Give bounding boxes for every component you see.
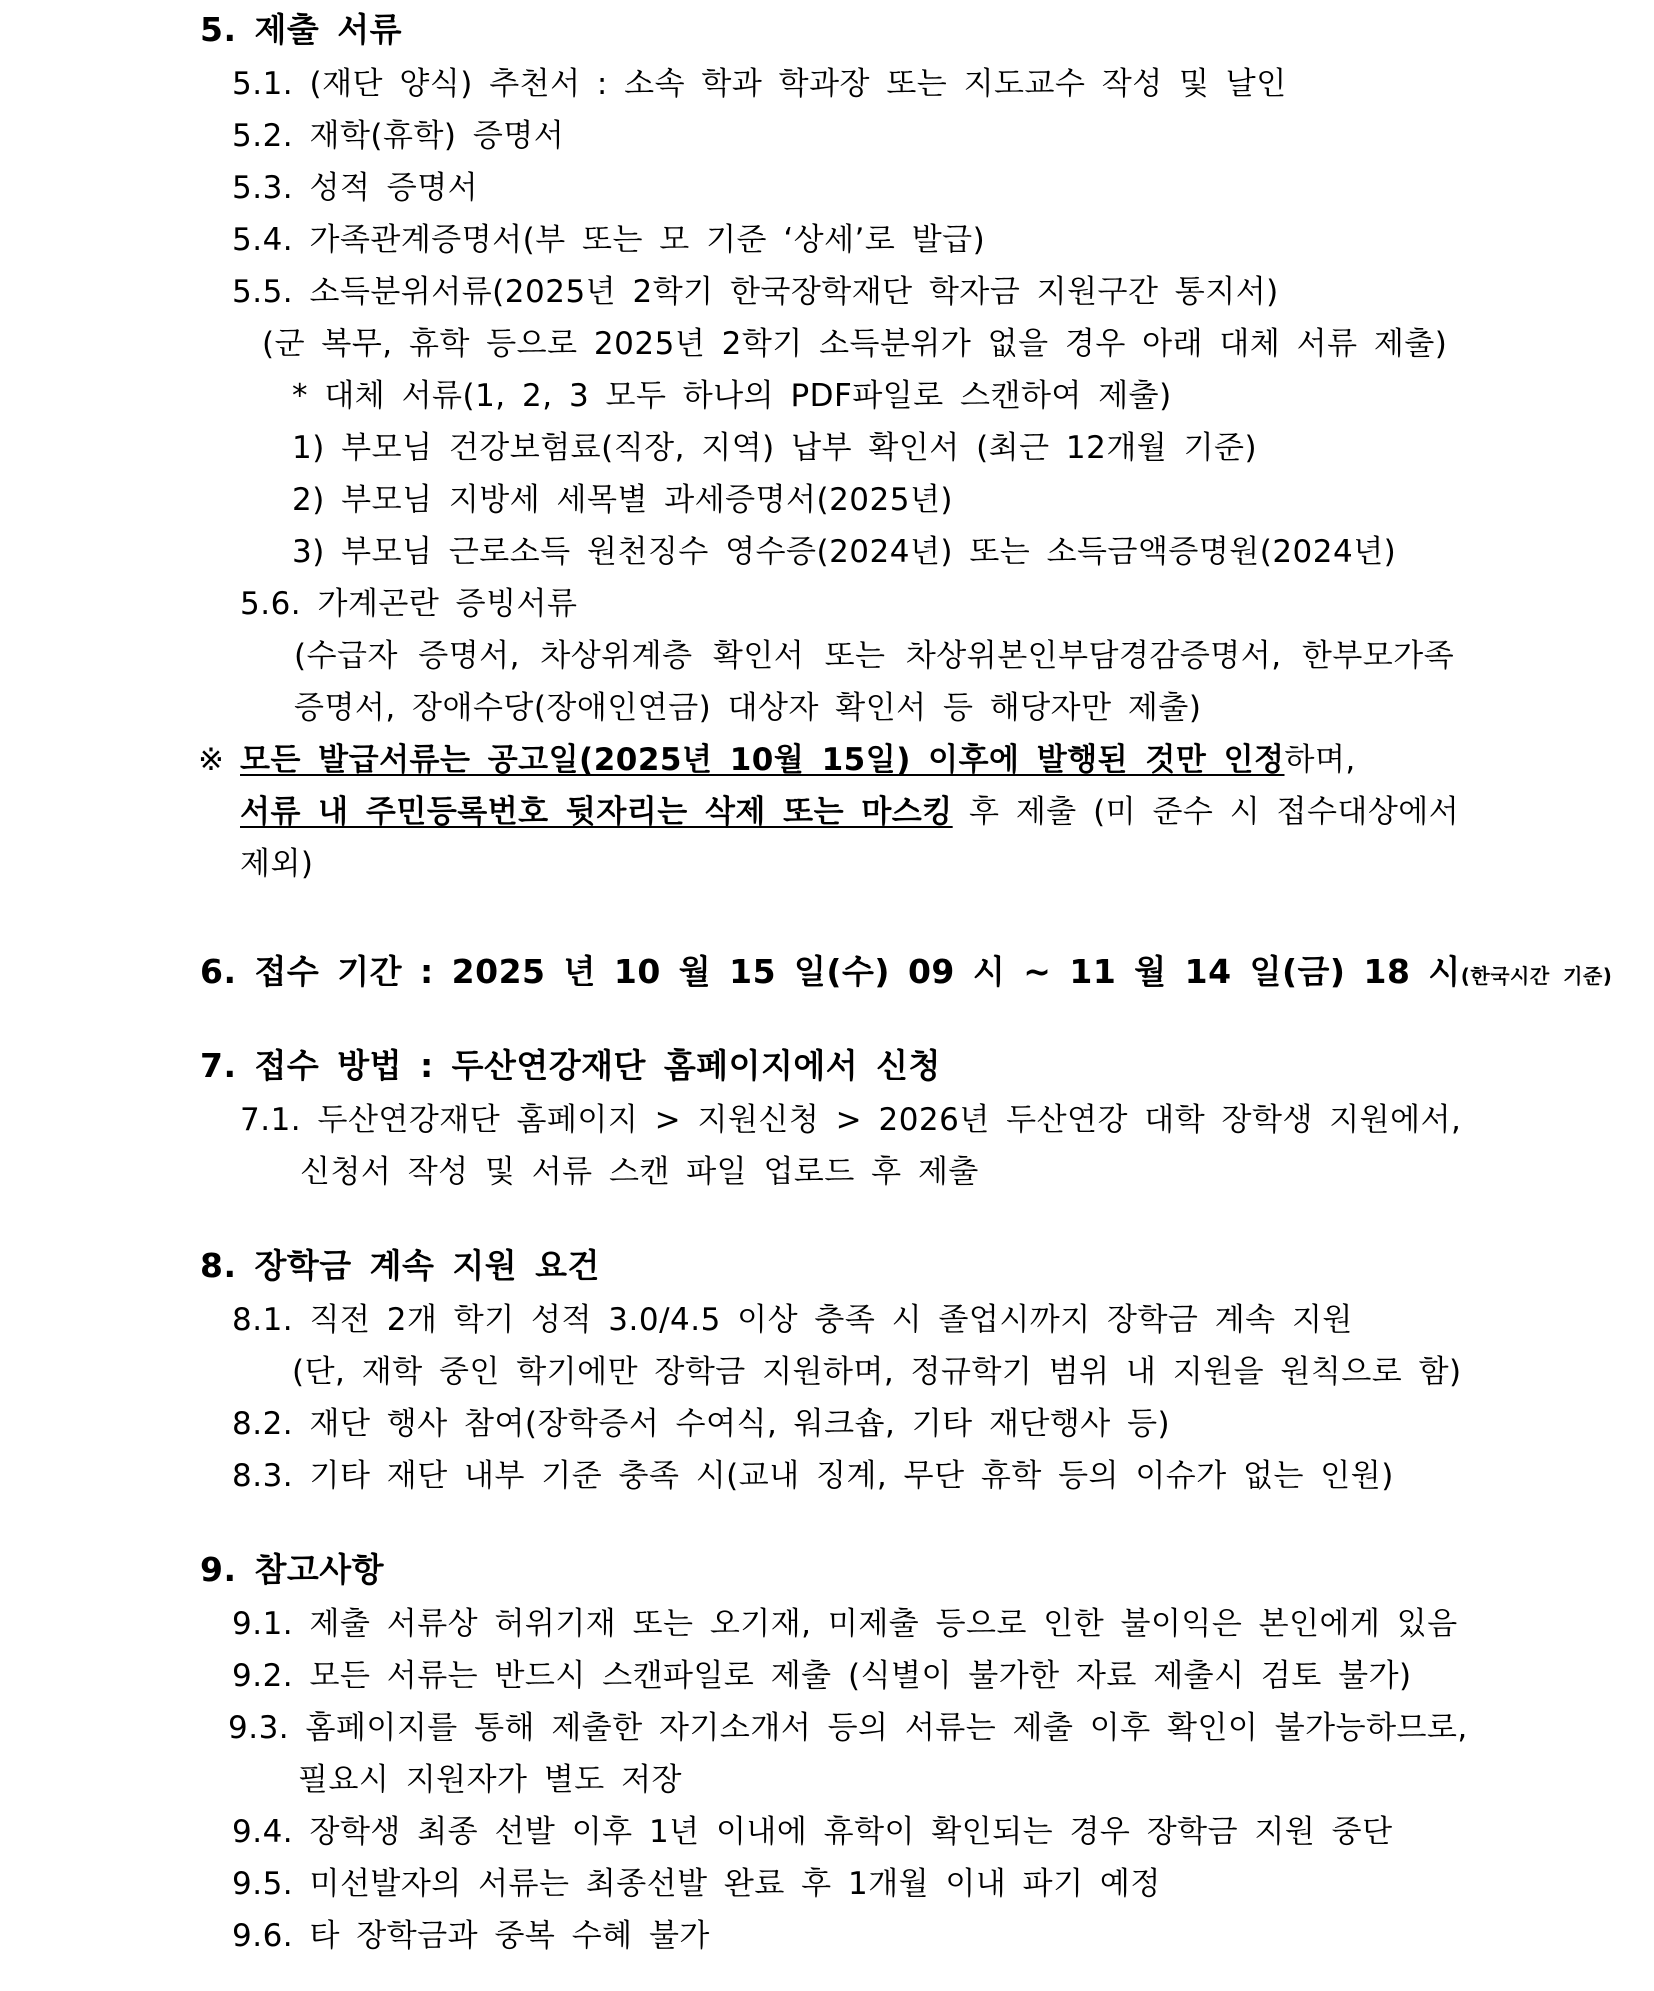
item-5-4: 5.4. 가족관계증명서(부 또는 모 기준 ‘상세’로 발급) [232,222,986,258]
section-8-title: 8. 장학금 계속 지원 요건 [200,1246,600,1285]
section-6-timezone: (한국시간 기준) [1460,964,1613,988]
item-9-4: 9.4. 장학생 최종 선발 이후 1년 이내에 휴학이 확인되는 경우 장학금 지원 중단 [232,1814,1393,1850]
item-8-2: 8.2. 재단 행사 참여(장학증서 수여식, 워크숍, 기타 재단행사 등) [232,1406,1171,1442]
item-5-6-line-2: 증명서, 장애수당(장애인연금) 대상자 확인서 등 해당자만 제출) [294,690,1202,726]
item-5-6-line-1: (수급자 증명서, 차상위계층 확인서 또는 차상위본인부담경감증명서, 한부모가족 [294,638,1455,674]
item-5-1: 5.1. (재단 양식) 추천서 : 소속 학과 학과장 또는 지도교수 작성 및 날인 [232,66,1287,102]
notice-line-2 [240,792,1459,832]
item-9-5: 9.5. 미선발자의 서류는 최종선발 완료 후 1개월 이내 파기 예정 [232,1866,1161,1902]
item-5-5-alt-2: 2) 부모님 지방세 세목별 과세증명서(2025년) [292,482,954,518]
item-5-5-alt-3: 3) 부모님 근로소득 원천징수 영수증(2024년) 또는 소득금액증명원(2024년) [292,534,1397,570]
item-5-3: 5.3. 성적 증명서 [232,170,479,206]
notice-text-2: 후 제출 (미 준수 시 접수대상에서 [952,794,1460,830]
item-9-1: 9.1. 제출 서류상 허위기재 또는 오기재, 미제출 등으로 인한 불이익은 본인에게 있음 [232,1606,1458,1642]
section-6-title [200,952,1612,996]
notice-line-1 [240,740,1356,780]
item-5-5-alt: * 대체 서류(1, 2, 3 모두 하나의 PDF파일로 스캔하여 제출) [292,378,1172,414]
item-8-1-line-2: (단, 재학 중인 학기에만 장학금 지원하며, 정규학기 범위 내 지원을 원칙으로 함) [292,1354,1462,1390]
item-5-5: 5.5. 소득분위서류(2025년 2학기 한국장학재단 학자금 지원구간 통지서) [232,274,1279,310]
item-5-5-alt-1: 1) 부모님 건강보험료(직장, 지역) 납부 확인서 (최근 12개월 기준) [292,430,1258,466]
item-5-6: 5.6. 가계곤란 증빙서류 [240,586,578,622]
notice-line-3: 제외) [240,846,314,882]
item-9-3-line-2: 필요시 지원자가 별도 저장 [298,1762,682,1798]
section-5-title: 5. 제출 서류 [200,10,402,49]
section-6-title-text: 6. 접수 기간 : 2025 년 10 월 15 일(수) 09 시 ~ 11 월 14 일(금) 18 시 [200,952,1461,991]
item-7-1-line-2: 신청서 작성 및 서류 스캔 파일 업로드 후 제출 [300,1154,979,1190]
item-5-5-note: (군 복무, 휴학 등으로 2025년 2학기 소득분위가 없을 경우 아래 대체 서류 제출) [262,326,1448,362]
notice-text-1: 하며, [1284,742,1356,778]
item-5-2: 5.2. 재학(휴학) 증명서 [232,118,565,154]
notice-underlined-2: 서류 내 주민등록번호 뒷자리는 삭제 또는 마스킹 [240,794,953,830]
section-7-title: 7. 접수 방법 : 두산연강재단 홈페이지에서 신청 [200,1046,941,1085]
notice-mark: ※ [198,742,225,778]
item-9-2: 9.2. 모든 서류는 반드시 스캔파일로 제출 (식별이 불가한 자료 제출시 검토 불가) [232,1658,1412,1694]
section-9-title: 9. 참고사항 [200,1550,384,1589]
item-8-3: 8.3. 기타 재단 내부 기준 충족 시(교내 징계, 무단 휴학 등의 이슈가 없는 인원) [232,1458,1394,1494]
item-9-6: 9.6. 타 장학금과 중복 수혜 불가 [232,1918,710,1954]
item-7-1: 7.1. 두산연강재단 홈페이지 > 지원신청 > 2026년 두산연강 대학 장학생 지원에서, [240,1102,1462,1138]
item-8-1: 8.1. 직전 2개 학기 성적 3.0/4.5 이상 충족 시 졸업시까지 장학금 계속 지원 [232,1302,1353,1338]
notice-underlined-1: 모든 발급서류는 공고일(2025년 10월 15일) 이후에 발행된 것만 인정 [240,742,1285,778]
item-9-3: 9.3. 홈페이지를 통해 제출한 자기소개서 등의 서류는 제출 이후 확인이 불가능하므로, [228,1710,1468,1746]
